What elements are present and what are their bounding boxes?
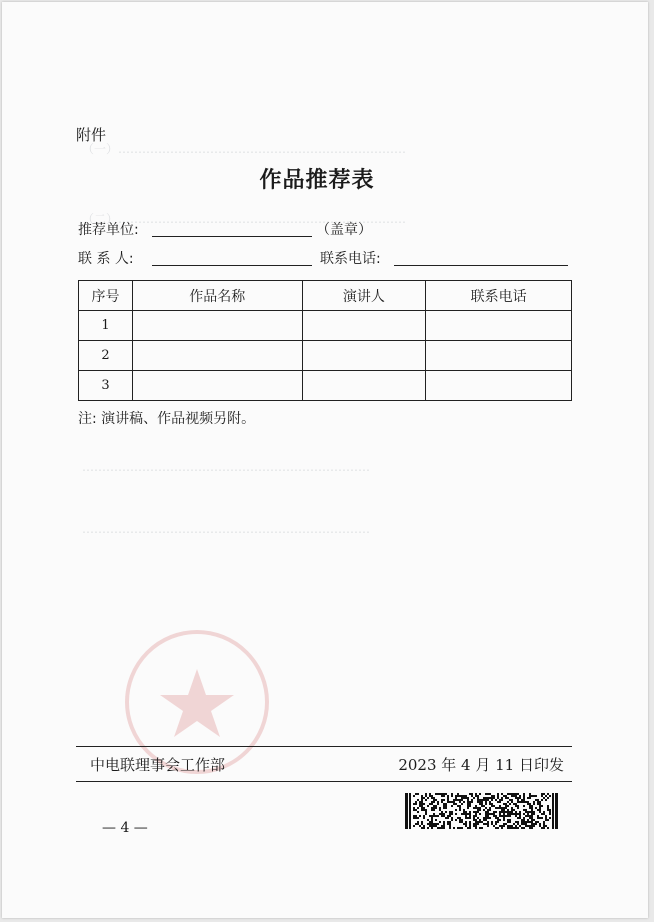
recommend-unit-field[interactable] <box>152 235 312 237</box>
row-serial: 1 <box>79 311 133 341</box>
table-header-row <box>79 281 572 311</box>
footnote: 注: 演讲稿、作品视频另附。 <box>78 411 256 427</box>
bleed-through-text: ……………………………………………………………… <box>82 522 370 536</box>
row-work-name-cell[interactable] <box>132 371 302 401</box>
form-title: 作品推荐表 <box>259 167 375 193</box>
footer-bottom-rule <box>76 781 572 782</box>
issuer-name: 中电联理事会工作部 <box>90 756 226 774</box>
row-work-name-cell[interactable] <box>132 341 302 371</box>
row-speaker-cell[interactable] <box>302 341 426 371</box>
header-phone: 联系电话 <box>426 281 572 311</box>
row-speaker-cell[interactable] <box>302 371 426 401</box>
row-serial: 2 <box>79 341 133 371</box>
attachment-label: 附件 <box>76 126 107 144</box>
document-page <box>2 2 648 918</box>
contact-label: 联 系 人: <box>78 251 134 267</box>
bleed-through-text: （一）……………………………………………………………… <box>82 142 407 156</box>
bleed-through-text: （二）……………………………………………………………… <box>82 212 407 226</box>
contact-field[interactable] <box>152 264 312 266</box>
row-phone-cell[interactable] <box>426 341 572 371</box>
seal-note: （盖章） <box>316 222 372 238</box>
header-serial: 序号 <box>79 281 133 311</box>
table-row <box>79 371 572 401</box>
row-speaker-cell[interactable] <box>302 311 426 341</box>
row-work-name-cell[interactable] <box>132 311 302 341</box>
footer-top-rule <box>76 746 572 747</box>
bleed-through-text: ……………………………………………………………… <box>82 460 370 474</box>
row-phone-cell[interactable] <box>426 371 572 401</box>
phone-field[interactable] <box>394 264 568 266</box>
page-number: — 4 — <box>102 820 148 836</box>
issue-date: 2023 年 4 月 11 日印发 <box>398 756 564 774</box>
phone-label: 联系电话: <box>320 251 381 267</box>
header-work-name: 作品名称 <box>132 281 302 311</box>
barcode-icon <box>405 793 558 829</box>
row-serial: 3 <box>79 371 133 401</box>
table-row <box>79 311 572 341</box>
recommendation-table <box>78 280 572 401</box>
table-row <box>79 341 572 371</box>
recommend-unit-label: 推荐单位: <box>78 222 139 238</box>
row-phone-cell[interactable] <box>426 311 572 341</box>
header-speaker: 演讲人 <box>302 281 426 311</box>
